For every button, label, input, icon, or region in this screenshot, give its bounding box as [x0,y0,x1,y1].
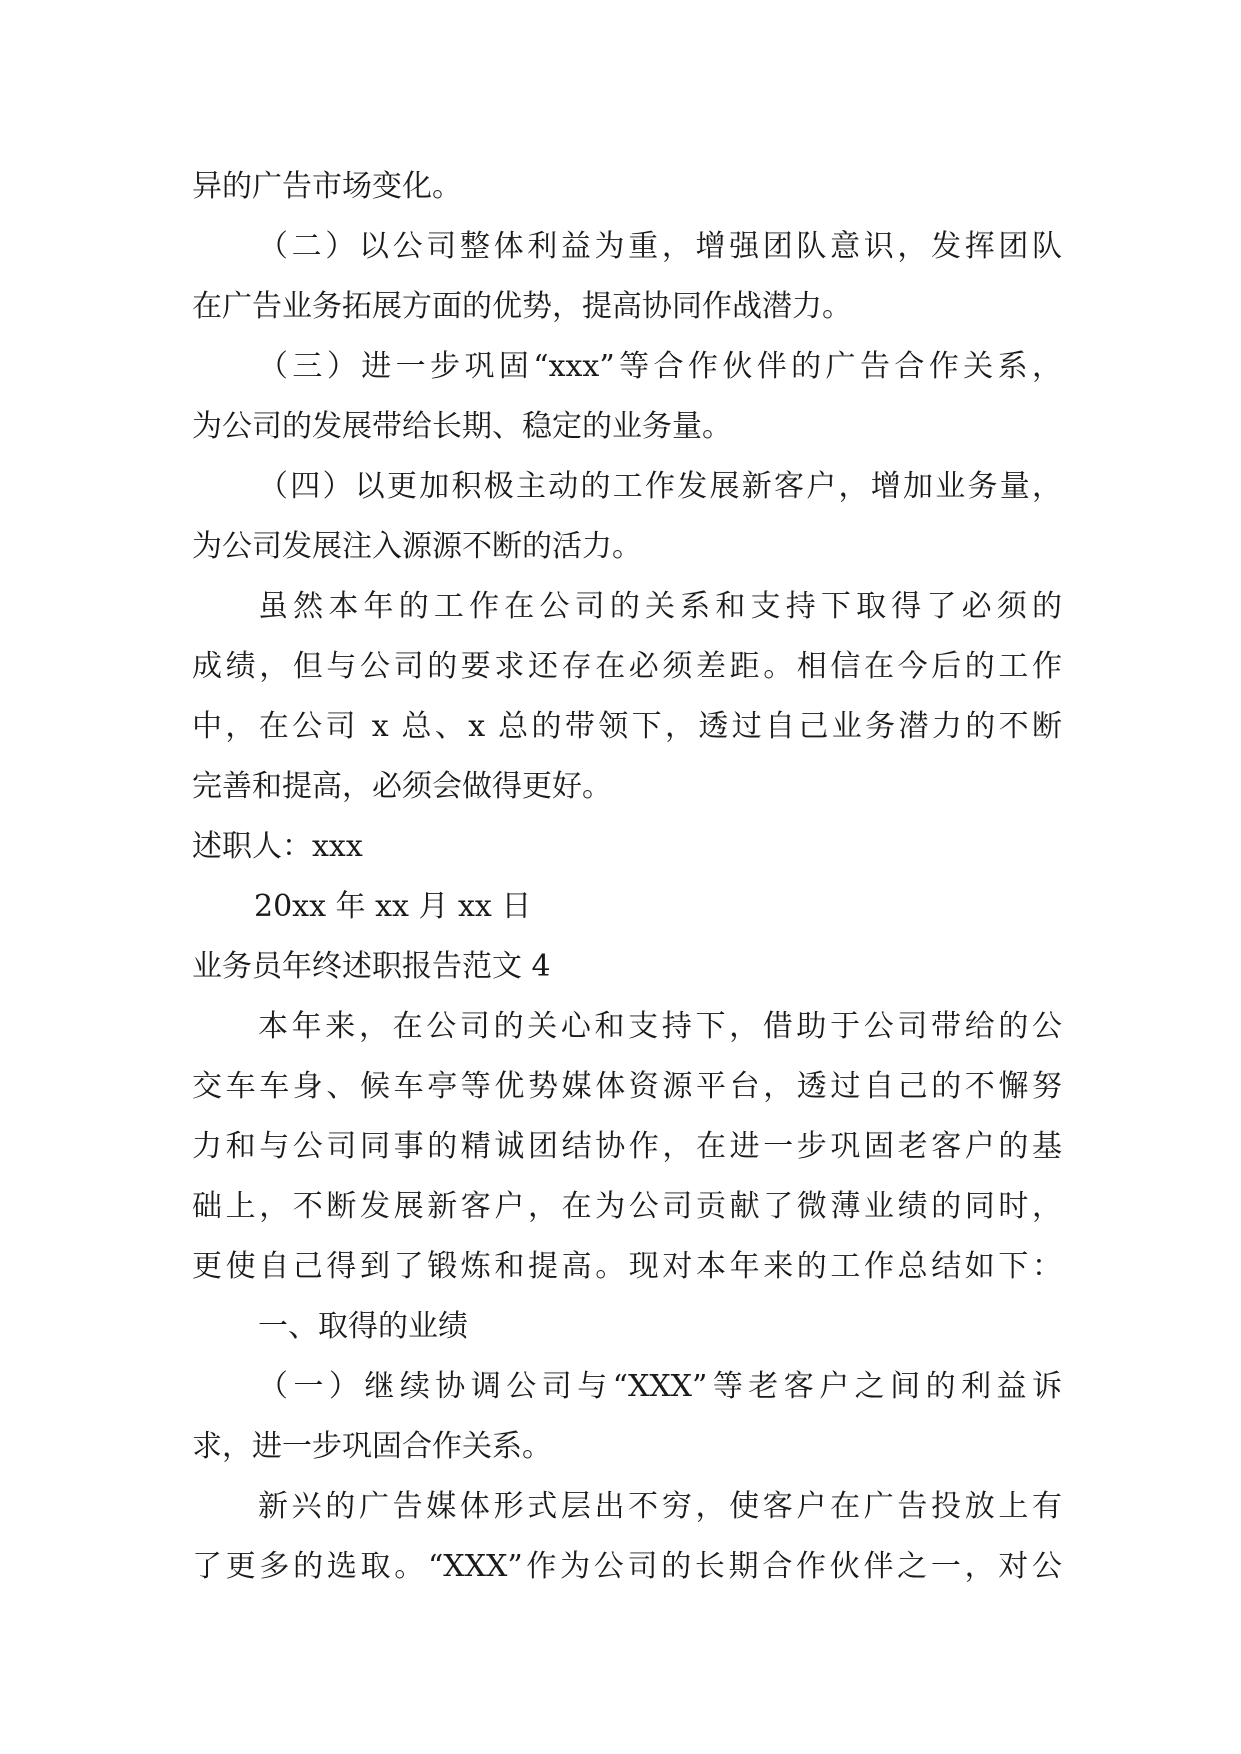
section-title: 业务员年终述职报告范文 4 [192,949,551,984]
document-body [192,157,1062,1597]
signer-line: 述职人：xxx [192,829,363,864]
text-line: 中，在公司 x 总、x 总的带领下，透过自己业务潜力的不断 [192,709,1062,744]
text-line: 在广告业务拓展方面的优势，提高协同作战潜力。 [192,289,852,324]
text-line: 成绩，但与公司的要求还存在必须差距。相信在今后的工作 [192,649,1062,684]
text-line: 础上，不断发展新客户，在为公司贡献了微薄业绩的同时， [192,1189,1062,1224]
text-line: 异的广告市场变化。 [192,169,462,204]
date-line: 20xx 年 xx 月 xx 日 [254,889,532,924]
text-line: 了更多的选取。“XXX”作为公司的长期合作伙伴之一，对公 [192,1549,1062,1584]
text-line: （二）以公司整体利益为重，增强团队意识，发挥团队 [258,229,1062,264]
text-line: 为公司发展注入源源不断的活力。 [192,529,642,564]
subheading: 一、取得的业绩 [258,1309,468,1344]
text-line: 虽然本年的工作在公司的关系和支持下取得了必须的 [258,589,1062,624]
text-line: 新兴的广告媒体形式层出不穷，使客户在广告投放上有 [258,1489,1062,1524]
text-line: 本年来，在公司的关心和支持下，借助于公司带给的公 [258,1009,1062,1044]
text-line: 为公司的发展带给长期、稳定的业务量。 [192,409,732,444]
text-line: 完善和提高，必须会做得更好。 [192,769,612,804]
text-line: 交车车身、候车亭等优势媒体资源平台，透过自己的不懈努 [192,1069,1062,1104]
text-line: 力和与公司同事的精诚团结协作，在进一步巩固老客户的基 [192,1129,1062,1164]
text-line: （一）继续协调公司与“XXX”等老客户之间的利益诉 [258,1369,1062,1404]
text-line: 求，进一步巩固合作关系。 [192,1429,552,1464]
text-line: （四）以更加积极主动的工作发展新客户，增加业务量， [258,469,1062,504]
text-line: 更使自己得到了锻炼和提高。现对本年来的工作总结如下： [192,1249,1062,1284]
text-line: （三）进一步巩固“xxx”等合作伙伴的广告合作关系， [258,349,1062,384]
